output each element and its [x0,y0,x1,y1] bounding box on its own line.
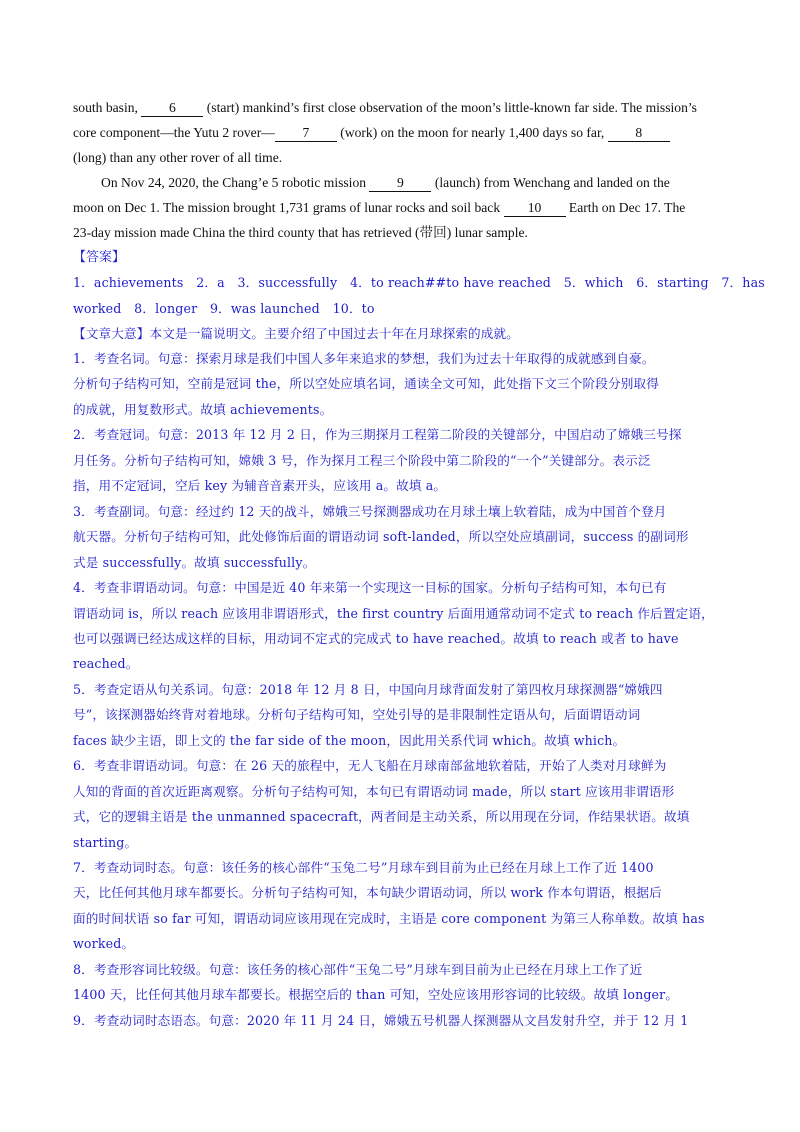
answer-blank: 8 [608,125,670,142]
explanation-line: 的成就，用复数形式。故填 achievements。 [73,401,333,417]
explanation-line: 1400 天，比任何其他月球车都要长。根据空后的 than 可知，空处应该用形容词的比较级。故填 longer。 [73,987,679,1003]
explanation-line: 2．考查冠词。句意：2013 年 12 月 2 日，作为三期探月工程第二阶段的关键部分，中国启动了嫦娥三号探 [73,427,682,443]
passage-line: moon on Dec 1. The mission brought 1,731 grams of lunar rocks and soil back 10 Earth on Dec 17. The [73,200,686,215]
explanation-line: 4．考查非谓语动词。句意：中国是近 40 年来第一个实现这一目标的国家。分析句子结构可知，本句已有 [73,580,667,596]
explanation-line: faces 缺少主语，即上文的 the far side of the moon，因此用关系代词 which。故填 which。 [73,732,626,748]
explanation-line: 航天器。分析句子结构可知，此处修饰后面的谓语动词 soft-landed，所以空处应填副词，success 的副词形 [73,529,689,545]
answer-blank: 9 [369,175,431,192]
explanation-line: 月任务。分析句子结构可知，嫦娥 3 号，作为探月工程三个阶段中第二阶段的“一个”关键部分。表示泛 [73,452,651,468]
explanation-line: 也可以强调已经达成这样的目标，用动词不定式的完成式 to have reached。故填 to reach 或者 to have [73,630,679,646]
explanation-line: 号”，该探测器始终背对着地球。分析句子结构可知，空处引导的是非限制性定语从句，后面谓语动词 [73,707,641,723]
answer-blank: 7 [275,125,337,142]
explanation-line: 谓语动词 is，所以 reach 应该用非谓语形式，the first country 后面用通常动词不定式 to reach 作后置定语， [73,605,714,621]
answer-line: 1．achievements 2．a 3．successfully 4．to reach##to have reached 5．which 6．starting 7．has [73,275,765,290]
explanation-line: 3．考查副词。句意：经过约 12 天的战斗，嫦娥三号探测器成功在月球土壤上软着陆，成为中国首个登月 [73,503,667,519]
explanation-line: 5．考查定语从句关系词。句意：2018 年 12 月 8 日，中国向月球背面发射了第四枚月球探测器“嫦娥四 [73,681,663,697]
explanation-line: 天，比任何其他月球车都要长。分析句子结构可知，本句缺少谓语动词，所以 work 作本句谓语，根据后 [73,885,662,901]
answer-blank: 6 [141,100,203,117]
explanation-line: 6．考查非谓语动词。句意：在 26 天的旅程中，无人飞船在月球南部盆地软着陆，开始了人类对月球鲜为 [73,758,667,774]
passage-line: 23-day mission made China the third county that has retrieved (带回) lunar sample. [73,225,528,240]
explanation-line: worked。 [73,936,135,952]
explanation-line: 指，用不定冠词，空后 key 为辅音音素开头，应该用 a。故填 a。 [73,478,447,494]
passage-line: core component—the Yutu 2 rover— 7 (work) on the moon for nearly 1,400 days so far, 8 [73,120,730,145]
explanation-line: 分析句子结构可知，空前是冠词 the，所以空处应填名词，通读全文可知，此处指下文三个阶段分别取得 [73,376,659,392]
explanation-line: starting。 [73,834,138,850]
explanation-line: 8．考查形容词比较级。句意：该任务的核心部件“玉兔二号”月球车到目前为止已经在月球上工作了近 [73,961,643,977]
explanation-line: reached。 [73,656,139,672]
explanation-line: 式是 successfully。故填 successfully。 [73,554,316,570]
answer-line: worked 8．longer 9．was launched 10．to [73,300,375,316]
passage-line: (long) than any other rover of all time. [73,150,283,165]
explanation-line: 人知的背面的首次近距离观察。分析句子结构可知，本句已有谓语动词 made，所以 start 应该用非谓语形 [73,783,675,799]
summary-line: 【文章大意】本文是一篇说明文。主要介绍了中国过去十年在月球探索的成就。 [73,326,520,341]
explanation-line: 7．考查动词时态。句意：该任务的核心部件“玉兔二号”月球车到目前为止已经在月球上工作了近 1400 [73,860,654,875]
passage-line: On Nov 24, 2020, the Chang’e 5 robotic mission 9 (launch) from Wenchang and landed on the [101,175,670,190]
explanation-line: 9．考查动词时态语态。句意：2020 年 11 月 24 日，嫦娥五号机器人探测器从文昌发射升空，并于 12 月 1 [73,1012,689,1028]
explanation-line: 面的时间状语 so far 可知，谓语动词应该用现在完成时，主语是 core component 为第三人称单数。故填 has [73,910,705,926]
explanation-line: 式，它的逻辑主语是 the unmanned spacecraft，两者间是主动关系，所以用现在分词，作结果状语。故填 [73,809,690,825]
passage-line: south basin, 6 (start) mankind’s first close observation of the moon’s little-known far side. The mission’s [73,100,697,115]
answer-blank: 10 [504,200,566,217]
answer-heading: 【答案】 [73,250,126,265]
explanation-line: 1．考查名词。句意：探索月球是我们中国人多年来追求的梦想，我们为过去十年取得的成就感到自豪。 [73,351,655,366]
